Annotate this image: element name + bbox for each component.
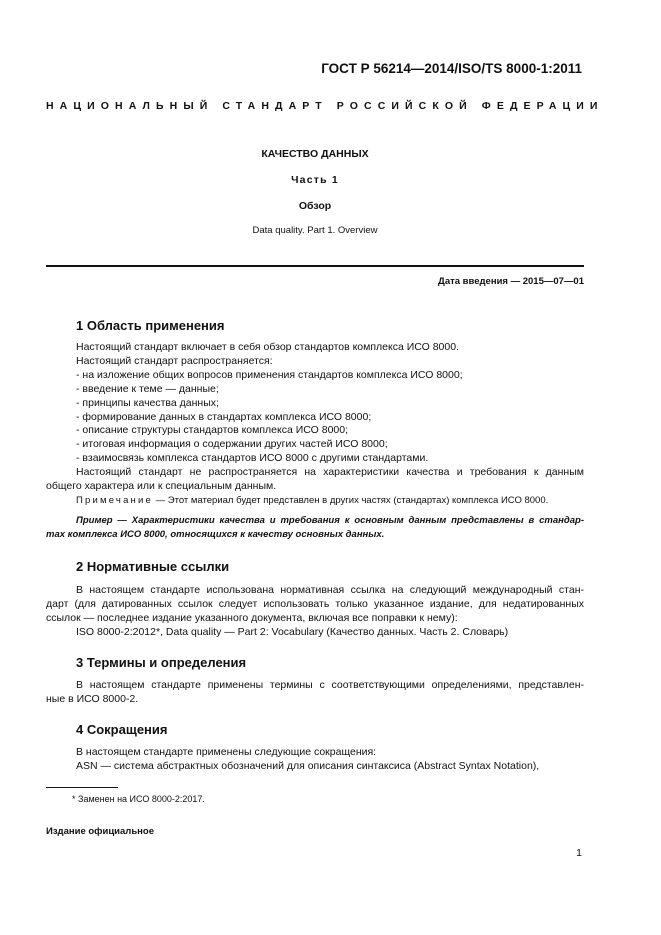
national-standard-banner: НАЦИОНАЛЬНЫЙ СТАНДАРТ РОССИЙСКОЙ ФЕДЕРАЦИИ <box>46 100 604 112</box>
english-title: Data quality. Part 1. Overview <box>252 225 378 236</box>
list-item: - формирование данных в стандартах комплекса ИСО 8000; <box>76 410 372 423</box>
section-2-body <box>46 584 584 640</box>
paragraph: общего характера или к специальным данным. <box>46 480 277 493</box>
section-1-body <box>46 341 584 494</box>
document-number: ГОСТ Р 56214—2014/ISO/TS 8000-1:2011 <box>321 61 582 76</box>
page-number: 1 <box>576 847 582 859</box>
standard-title: КАЧЕСТВО ДАННЫХ <box>261 148 369 160</box>
section-4-heading: 4 Сокращения <box>76 722 168 737</box>
note <box>76 495 548 506</box>
paragraph: Настоящий стандарт не распространяется на характеристики качества и требования к данным <box>76 466 584 479</box>
paragraph: дарт (для датированных ссылок следует использовать только указанное издание, для недатированных <box>46 597 584 610</box>
paragraph: ASN — система абстрактных обозначений для описания синтаксиса (Abstract Syntax Notation), <box>76 759 540 772</box>
list-item: - введение к теме — данные; <box>76 382 219 395</box>
section-3-body <box>46 679 584 707</box>
section-3-heading: 3 Термины и определения <box>76 655 247 670</box>
part-label: Часть 1 <box>291 174 339 186</box>
normative-reference: ISO 8000-2:2012*, Data quality — Part 2: Vocabulary (Качество данных. Часть 2. Словарь) <box>76 625 509 638</box>
paragraph: В настоящем стандарте использована нормативная ссылка на следующий международный стан- <box>76 584 584 596</box>
paragraph: Настоящий стандарт распространяется: <box>76 354 273 367</box>
list-item: - описание структуры стандартов комплекса ИСО 8000; <box>76 424 349 437</box>
edition-label: Издание официальное <box>46 826 154 837</box>
example-line: Пример — Характеристики качества и требования к основным данным представлены в стандар- <box>76 515 584 526</box>
section-2-heading: 2 Нормативные ссылки <box>76 559 230 574</box>
introduction-date: Дата введения — 2015—07—01 <box>438 276 584 287</box>
list-item: - принципы качества данных; <box>76 396 219 409</box>
paragraph: В настоящем стандарте применены следующие сокращения: <box>76 746 377 758</box>
list-item: - на изложение общих вопросов применения стандартов комплекса ИСО 8000; <box>76 368 463 381</box>
section-4-body <box>46 746 584 774</box>
title-divider <box>46 265 584 267</box>
list-item: - взаимосвязь комплекса стандартов ИСО 8000 с другими стандартами. <box>76 452 429 465</box>
paragraph: ные в ИСО 8000-2. <box>46 692 139 705</box>
list-item: - итоговая информация о содержании других частей ИСО 8000; <box>76 438 388 451</box>
paragraph: ссылок — последнее издание указанного документа, включая все поправки к нему): <box>46 611 458 624</box>
footnote: * Заменен на ИСО 8000-2:2017. <box>72 794 205 804</box>
section-1-heading: 1 Область применения <box>76 318 225 333</box>
example-line: тах комплекса ИСО 8000, относящихся к качеству основных данных. <box>46 528 385 540</box>
note-text: — Этот материал будет представлен в других частях (стандартах) комплекса ИСО 8000. <box>153 495 549 506</box>
standard-subtitle: Обзор <box>298 200 332 212</box>
paragraph: В настоящем стандарте применены термины с соответствующими определениями, представлен- <box>76 679 584 691</box>
paragraph: Настоящий стандарт включает в себя обзор стандартов комплекса ИСО 8000. <box>76 341 459 353</box>
footnote-divider <box>46 787 118 788</box>
example <box>46 514 584 541</box>
note-label: Примечание <box>76 495 153 506</box>
